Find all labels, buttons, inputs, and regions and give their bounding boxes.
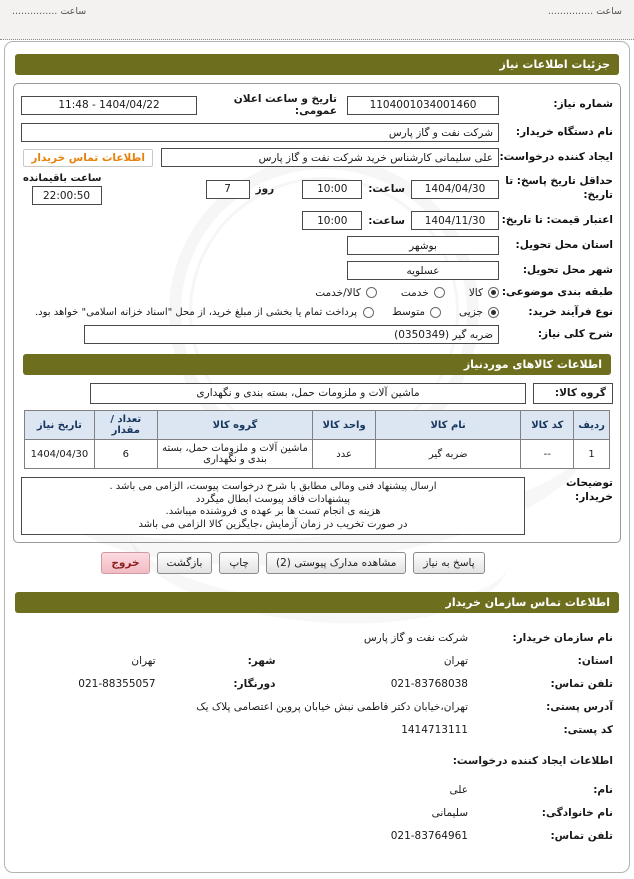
treasury-option-label: پرداخت تمام یا بخشی از مبلغ خرید، از محل "اسناد خزانه اسلامی" خواهد بود. <box>34 306 358 318</box>
need-description-label: شرح کلی نیاز: <box>537 327 613 340</box>
requester-phone-value: 021-83764961 <box>390 830 468 843</box>
need-number-field[interactable] <box>347 96 499 115</box>
print-button[interactable]: چاپ <box>219 552 259 574</box>
contact-phone-value: 021-83768038 <box>390 678 468 691</box>
subject-category-options <box>21 287 499 299</box>
goods-radio-icon[interactable] <box>488 287 499 298</box>
org-name-label: نام سازمان خریدار: <box>512 632 613 645</box>
delivery-city-value: عسلویه <box>406 264 440 277</box>
days-field[interactable] <box>206 180 250 199</box>
buyer-note-line: در صورت تخریب در زمان آزمایش ،جایگزین کالا الزامی می باشد <box>138 518 408 530</box>
goods-group-field[interactable]: ماشین آلات و ملزومات حمل، بسته بندی و نگهداری <box>90 383 526 404</box>
row-requester-phone <box>21 829 613 843</box>
goods-service-radio-icon[interactable] <box>366 287 377 298</box>
remaining-time-value: 22:00:50 <box>42 189 91 202</box>
service-radio-icon[interactable] <box>434 287 445 298</box>
section-header-buyer-contact <box>15 592 619 613</box>
requester-value: علی سلیمانی کارشناس خرید شرکت نفت و گاز پارس <box>258 151 493 164</box>
row-delivery-province <box>21 236 613 255</box>
validity-date-field[interactable] <box>411 211 499 230</box>
print-header-right-time: ساعت ............... <box>547 6 622 17</box>
announce-datetime-value: 1404/04/22 - 11:48 <box>58 99 160 111</box>
col-header-item-group: گروه کالا <box>157 411 313 440</box>
section-header-need-details <box>15 54 619 75</box>
buyer-org-label: نام دستگاه خریدار: <box>515 125 613 138</box>
col-header-item-name: نام کالا <box>375 411 520 440</box>
delivery-city-field[interactable] <box>347 261 499 280</box>
medium-option-label: متوسط <box>392 306 426 319</box>
buyer-contact-info <box>5 621 629 843</box>
first-name-label: نام: <box>593 784 613 797</box>
category-option-goods-service[interactable] <box>315 287 377 299</box>
process-option-medium[interactable] <box>392 306 441 318</box>
row-postal-code <box>21 723 613 737</box>
print-header-left-time: ساعت ............... <box>12 6 87 17</box>
last-name-label: نام خانوادگی: <box>541 807 613 820</box>
buyer-org-value: شرکت نفت و گاز پارس <box>388 126 493 139</box>
deadline-time-field[interactable] <box>302 180 362 199</box>
purchase-process-options <box>21 306 499 318</box>
category-option-service[interactable] <box>401 287 445 299</box>
row-phone-fax <box>21 677 613 691</box>
validity-date-value: 1404/11/30 <box>424 214 486 227</box>
contact-phone-label: تلفن تماس: <box>550 678 613 691</box>
org-name-value: شرکت نفت و گاز پارس <box>363 632 468 645</box>
postal-address-value: تهران،خیابان دکتر فاطمی نبش خیابان پروین اعتصامی پلاک یک <box>196 701 468 714</box>
items-table <box>24 410 610 469</box>
row-subject-category <box>21 286 613 300</box>
row-delivery-city <box>21 261 613 280</box>
row-need-number <box>21 93 613 117</box>
announce-datetime-label: تاریخ و ساعت اعلان عمومی: <box>233 93 337 117</box>
cell-need-date: 1404/04/30 <box>25 440 95 469</box>
need-number-label: شماره نیاز: <box>553 98 613 111</box>
deadline-date-value: 1404/04/30 <box>424 183 486 195</box>
category-option-goods[interactable] <box>469 287 499 299</box>
validity-time-field[interactable] <box>302 211 362 230</box>
row-requester <box>21 148 613 167</box>
buyer-note-line: پیشنهادات فاقد پیوست ابطال میگردد <box>195 493 351 505</box>
validity-hour-label: ساعت: <box>368 214 405 227</box>
delivery-province-value: بوشهر <box>409 239 437 252</box>
treasury-radio-icon[interactable] <box>363 307 374 318</box>
items-table-header-row <box>25 411 610 440</box>
back-button[interactable]: بازگشت <box>157 552 213 574</box>
buyer-notes-label: توضیحات خریدار: <box>565 477 613 503</box>
respond-button[interactable]: پاسخ به نیاز <box>413 552 484 574</box>
contact-province-value: تهران <box>443 655 468 668</box>
row-need-description <box>21 325 613 344</box>
need-details-form <box>13 83 621 543</box>
row-price-validity <box>21 211 613 230</box>
goods-option-label: کالا <box>468 286 483 299</box>
row-postal-address <box>21 700 613 714</box>
row-org-name <box>21 631 613 645</box>
row-purchase-process <box>21 306 613 320</box>
buyer-note-line: هزینه ی انجام تست ها بر عهده ی فروشنده میباشد. <box>165 506 381 518</box>
medium-radio-icon[interactable] <box>430 307 441 318</box>
col-header-item-code: کد کالا <box>521 411 574 440</box>
row-buyer-org <box>21 123 613 142</box>
subject-category-label: طبقه بندی موضوعی: <box>501 286 613 298</box>
need-description-value: ضربه گیر (0350349) <box>394 328 493 341</box>
need-description-field[interactable] <box>84 325 499 344</box>
buyer-notes-field[interactable] <box>21 477 525 535</box>
service-option-label: خدمت <box>400 286 429 299</box>
delivery-city-label: شهر محل تحویل: <box>522 263 613 276</box>
main-panel <box>4 41 630 873</box>
buyer-org-field[interactable] <box>21 123 499 142</box>
cell-row-no: 1 <box>574 440 610 469</box>
action-buttons <box>5 552 629 574</box>
contact-city-value: تهران <box>131 655 156 668</box>
minor-radio-icon[interactable] <box>488 307 499 318</box>
row-first-name <box>21 783 613 797</box>
buyer-note-line: ارسال پیشنهاد فنی ومالی مطابق با شرح درخواست پیوست، الزامی می باشد . <box>109 481 437 493</box>
contact-city-label: شهر: <box>247 655 276 668</box>
delivery-province-label: استان محل تحویل: <box>515 238 613 251</box>
row-last-name <box>21 806 613 820</box>
process-option-minor[interactable] <box>459 306 499 318</box>
row-goods-group <box>21 383 613 404</box>
deadline-label: حداقل تاریخ پاسخ: تا تاریخ: <box>505 175 613 201</box>
process-option-treasury[interactable] <box>35 307 374 318</box>
section-title: جزئیات اطلاعات نیاز <box>499 58 610 71</box>
cell-item-unit: عدد <box>313 440 376 469</box>
buyer-contact-section-title: اطلاعات تماس سازمان خریدار <box>445 596 610 610</box>
row-buyer-notes <box>21 477 613 535</box>
section-header-items <box>23 354 611 375</box>
table-row <box>25 440 610 469</box>
validity-time-value: 10:00 <box>317 214 348 227</box>
col-header-need-date: تاریخ نیاز <box>25 411 95 440</box>
requester-label: ایجاد کننده درخواست: <box>499 150 613 163</box>
row-response-deadline <box>21 173 613 205</box>
postal-address-label: آدرس پستی: <box>546 701 613 714</box>
deadline-hour-label: ساعت: <box>368 183 405 195</box>
first-name-value: علی <box>449 784 468 797</box>
announce-datetime-field[interactable] <box>21 96 197 115</box>
cell-item-code: -- <box>521 440 574 469</box>
goods-service-option-label: کالا/خدمت <box>315 286 361 299</box>
validity-label: اعتبار قیمت: تا تاریخ: <box>501 213 613 226</box>
cell-item-group: ماشین آلات و ملزومات حمل، بسته بندی و نگهداری <box>157 440 313 469</box>
requester-info-heading: اطلاعات ایجاد کننده درخواست: <box>452 755 613 768</box>
requester-phone-label: تلفن تماس: <box>550 830 613 843</box>
panel-content <box>5 54 629 843</box>
remaining-time-label: ساعت باقیمانده <box>23 173 102 184</box>
print-header <box>0 0 634 40</box>
purchase-process-label: نوع فرآیند خرید: <box>528 305 613 318</box>
items-section-title: اطلاعات کالاهای موردنیاز <box>463 358 602 372</box>
last-name-value: سلیمانی <box>431 807 468 820</box>
contact-fax-label: دورنگار: <box>233 678 276 691</box>
days-label: روز <box>255 183 275 195</box>
contact-province-label: استان: <box>577 655 613 668</box>
col-header-quantity: تعداد / مقدار <box>94 411 157 440</box>
exit-button[interactable]: خروج <box>101 552 149 574</box>
remaining-time-field[interactable] <box>32 186 102 205</box>
days-value: 7 <box>224 183 231 195</box>
delivery-province-field[interactable] <box>347 236 499 255</box>
need-number-value: 1104001034001460 <box>369 99 477 111</box>
cell-item-name: ضربه گیر <box>375 440 520 469</box>
remaining-time-group <box>23 173 102 205</box>
deadline-time-value: 10:00 <box>317 183 348 195</box>
postal-code-value: 1414713111 <box>401 724 468 737</box>
contact-fax-value: 021-88355057 <box>78 678 156 691</box>
col-header-row-no: ردیف <box>574 411 610 440</box>
postal-code-label: کد پستی: <box>563 724 613 737</box>
view-attachments-button[interactable]: مشاهده مدارک پیوستی (2) <box>266 552 406 574</box>
deadline-date-field[interactable] <box>411 180 499 199</box>
cell-quantity: 6 <box>94 440 157 469</box>
requester-field[interactable] <box>161 148 499 167</box>
minor-option-label: جزیی <box>459 306 483 319</box>
buyer-contact-link[interactable]: اطلاعات تماس خریدار <box>23 149 153 167</box>
goods-group-label: گروه کالا: <box>533 383 613 404</box>
row-province-city <box>21 654 613 668</box>
col-header-item-unit: واحد کالا <box>313 411 376 440</box>
